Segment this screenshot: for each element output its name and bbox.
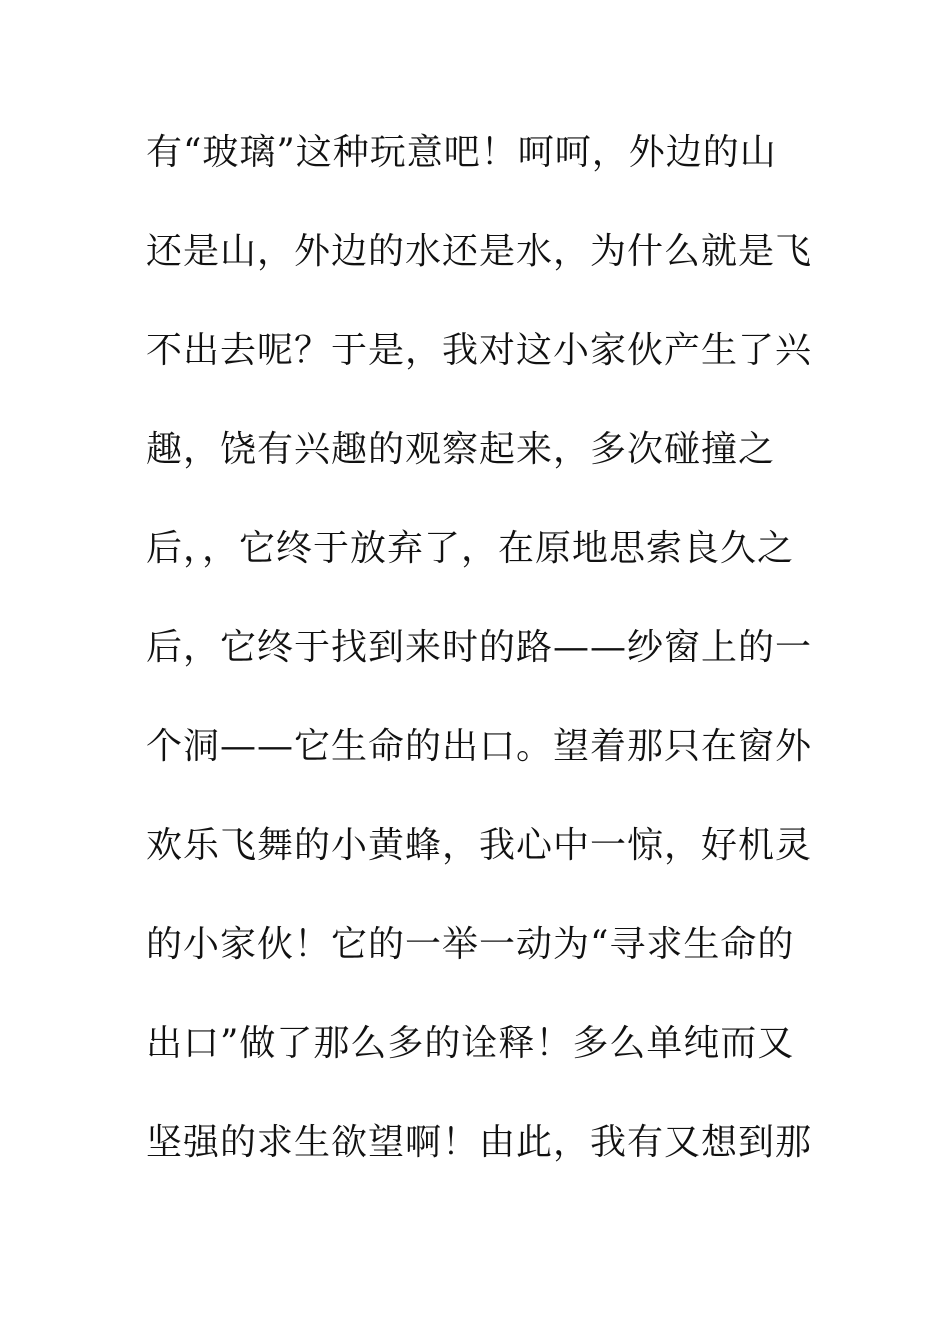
body-text <box>146 126 813 1215</box>
text-line: 后，，它终于放弃了，在原地思索良久之 <box>146 528 795 569</box>
text-line: 后，它终于找到来时的路——纱窗上的一 <box>146 627 813 668</box>
text-line: 趣，饶有兴趣的观察起来，多次碰撞之 <box>146 429 776 470</box>
text-line: 坚强的求生欲望啊！由此，我有又想到那 <box>146 1122 813 1163</box>
text-line: 个洞——它生命的出口。望着那只在窗外 <box>146 726 813 767</box>
text-line: 不出去呢？于是，我对这小家伙产生了兴 <box>146 330 813 371</box>
text-line: 出口”做了那么多的诠释！多么单纯而又 <box>146 1023 795 1064</box>
text-line: 还是山，外边的水还是水，为什么就是飞 <box>146 231 813 272</box>
text-line: 有“玻璃”这种玩意吧！呵呵，外边的山 <box>146 132 777 173</box>
text-line: 的小家伙！它的一举一动为“寻求生命的 <box>146 924 795 965</box>
text-line: 欢乐飞舞的小黄蜂，我心中一惊，好机灵 <box>146 825 813 866</box>
